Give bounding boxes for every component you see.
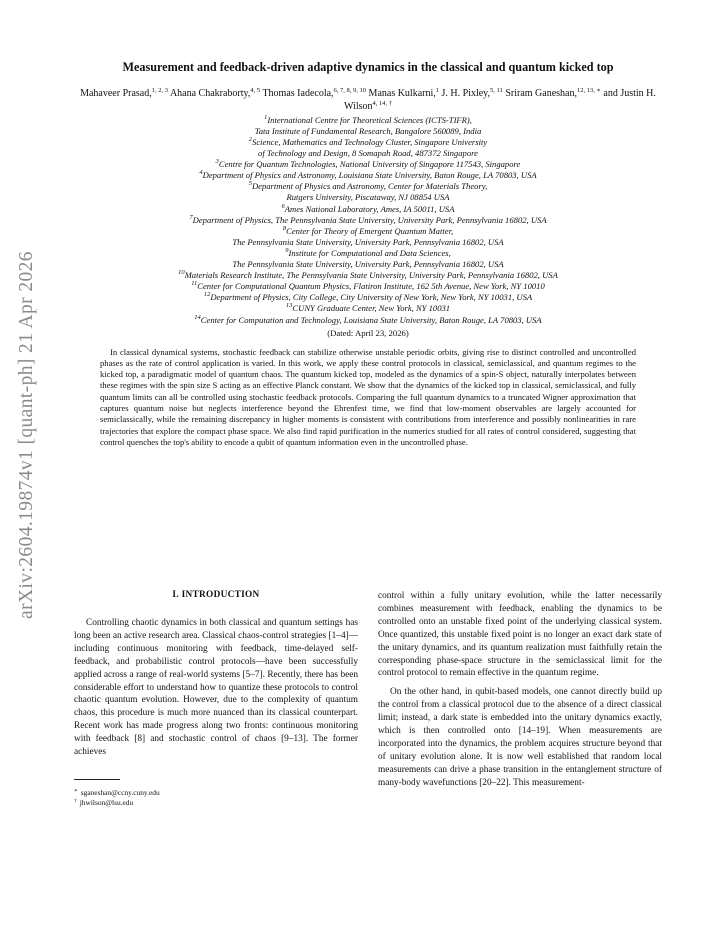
affiliation-line: of Technology and Design, 8 Somapah Road, 487372 Singapore	[258, 148, 478, 159]
two-column-body	[74, 590, 662, 808]
abstract: In classical dynamical systems, stochastic feedback can stabilize otherwise unstable periodic orbits, giving rise to distinct controlled and uncontrolled phases as the rate of control application is varied. In this work, we apply these control protocols in classical, semiclassical, and quantum regimes to the kicked top, a paradigmatic model of quantum chaos. The quantum kicked top, modeled as the dynamics of a spin-S object, naturally interpolates between these regimes with the spin size S acting as an effective Planck constant. We show that the dynamics of the kicked top in classical, semiclassical, and fully quantum limits can all be controlled using stochastic feedback protocols. Comparing the full quantum dynamics to a truncated Wigner approximation that captures quantum noise but neglects interference beyond the Ehrenfest time, we find that low-moment observables are largely accounted for semiclassically, while the remaining discrepancy in higher moments is consistent with contributions from interference and possibly nonlinearities in rare trajectories that explore the compact phase space. We also find rapid purification in the numerics studied for all rates of control considered, suggesting that control quenches the top's ability to encode a qubit of quantum information even in the uncontrolled phase.	[100, 346, 636, 447]
affiliation-line: The Pennsylvania State University, University Park, Pennsylvania 16802, USA	[232, 259, 504, 270]
affiliation-line: $^3$Centre for Quantum Technologies, National University of Singapore 117543, Singapore	[215, 158, 521, 170]
affiliation-line: $^4$Department of Physics and Astronomy, Louisiana State University, Baton Rouge, LA 70803, USA	[199, 169, 537, 181]
author: J. H. Pixley,$^{5, 11}$	[441, 87, 503, 99]
affiliation-line: $^{11}$Center for Computational Quantum Physics, Flatiron Institute, 162 5th Avenue, New York, NY 10010	[191, 280, 545, 292]
author: and Justin H. Wilson$^{4, 14, \dagger}$	[344, 88, 656, 113]
affiliation-line: $^9$Institute for Computational and Data Sciences,	[285, 246, 451, 258]
footnote: ∗ sganeshan@ccny.cuny.edu	[74, 787, 160, 797]
author: Manas Kulkarni,$^1$	[368, 87, 440, 99]
author: Thomas Iadecola,$^{6, 7, 8, 9, 10}$	[262, 87, 367, 99]
arxiv-identifier-text: arXiv:2604.19874v1 [quant-ph] 21 Apr 2026	[16, 251, 37, 619]
right-column	[378, 590, 662, 808]
author: Ahana Chakraborty,$^{4, 5}$	[169, 87, 261, 99]
affiliation-line: $^6$Ames National Laboratory, Ames, IA 50011, USA	[281, 202, 455, 214]
author: Sriram Ganeshan,$^{12, 13, ∗}$	[505, 87, 601, 99]
affiliation-line: Tata Institute of Fundamental Research, Bangalore 560089, India	[254, 125, 482, 136]
affiliation-line: $^{12}$Department of Physics, City College, City University of New York, New York, NY 10031, USA	[203, 291, 533, 303]
affiliation-line: $^8$Center for Theory of Emergent Quantum Matter,	[282, 224, 454, 236]
affiliation-line: $^{10}$Materials Research Institute, The Pennsylvania State University, University Park, Pennsylvania 16802, USA	[178, 269, 558, 281]
author-list	[74, 87, 662, 114]
author: Mahaveer Prasad,$^{1, 2, 3}$	[80, 87, 168, 99]
left-column	[74, 590, 358, 808]
footnotes	[74, 788, 358, 808]
affiliation-line: $^{14}$Center for Computation and Technology, Louisiana State University, Baton Rouge, LA 70803, USA	[194, 313, 542, 325]
footnote-divider	[74, 779, 120, 780]
affiliation-line: $^7$Department of Physics, The Pennsylvania State University, University Park, Pennsylvania 16802, USA	[189, 213, 547, 225]
affiliation-line: The Pennsylvania State University, University Park, Pennsylvania 16802, USA	[232, 236, 504, 247]
footnote-email[interactable]: sganeshan@ccny.cuny.edu	[80, 787, 160, 797]
section-heading: I. INTRODUCTION	[172, 590, 260, 600]
footnote: † jhwilson@lsu.edu	[74, 797, 134, 807]
affiliation-line: Rutgers University, Piscataway, NJ 08854 USA	[286, 192, 450, 203]
affiliation-line: $^5$Department of Physics and Astronomy, Center for Materials Theory,	[248, 180, 488, 192]
body-paragraph: Controlling chaotic dynamics in both classical and quantum settings has long been an active research area. Classical chaos-control strategies [1–4]—including continuous monitoring with feedback, time-delayed self-feedback, and probabilistic control protocols—have been successfully applied across a range of real-world systems [5–7]. Recently, there has been considerable effort to understand how to quantize these protocols to control chaotic quantum evolution. However, due to the complexity of quantum chaos, this procedure is much more nuanced than its classical counterpart. Recent work has made progress along two fronts: continuous monitoring with feedback [8] and stochastic control of chaos [9–13]. The former achieves	[74, 618, 358, 758]
affiliation-list	[74, 115, 662, 326]
arxiv-identifier-stamp	[8, 190, 46, 680]
affiliation-line: $^{13}$CUNY Graduate Center, New York, NY 10031	[285, 302, 451, 314]
footnote-email[interactable]: jhwilson@lsu.edu	[79, 797, 134, 807]
body-paragraph: On the other hand, in qubit-based models, one cannot directly build up the control from a classical protocol due to the absence of a direct classical limit; instead, a dark state is embedded into the unitary dynamics exactly, which is then controlled onto [14–19]. When measurements are incorporated into the dynamics, the problem acquires structure beyond that of unitary evolution alone. It is now well established that random local measurements can drive a phase transition in the entanglement structure of many-body wavefunctions [20–22]. This measurement-	[378, 687, 662, 788]
body-paragraph: control within a fully unitary evolution, while the latter necessarily combines measurement with feedback, enabling the dynamics to be controlled onto an unstable fixed point of the underlying classical system. Once quantized, this unstable fixed point is no longer an exact dark state of the unitary dynamics, and its quantum realization must faithfully retain the corresponding phase-space structure in the semiclassical limit for the control protocol to remain effective in the quantum regime.	[378, 591, 662, 679]
affiliation-line: $^2$Science, Mathematics and Technology Cluster, Singapore University	[248, 136, 488, 147]
paper-page	[74, 60, 662, 807]
paper-title: Measurement and feedback-driven adaptive dynamics in the classical and quantum kicked top	[122, 60, 614, 74]
affiliation-line: $^1$International Centre for Theoretical Sciences (ICTS-TIFR),	[264, 113, 472, 125]
date-line: (Dated: April 23, 2026)	[327, 327, 409, 338]
